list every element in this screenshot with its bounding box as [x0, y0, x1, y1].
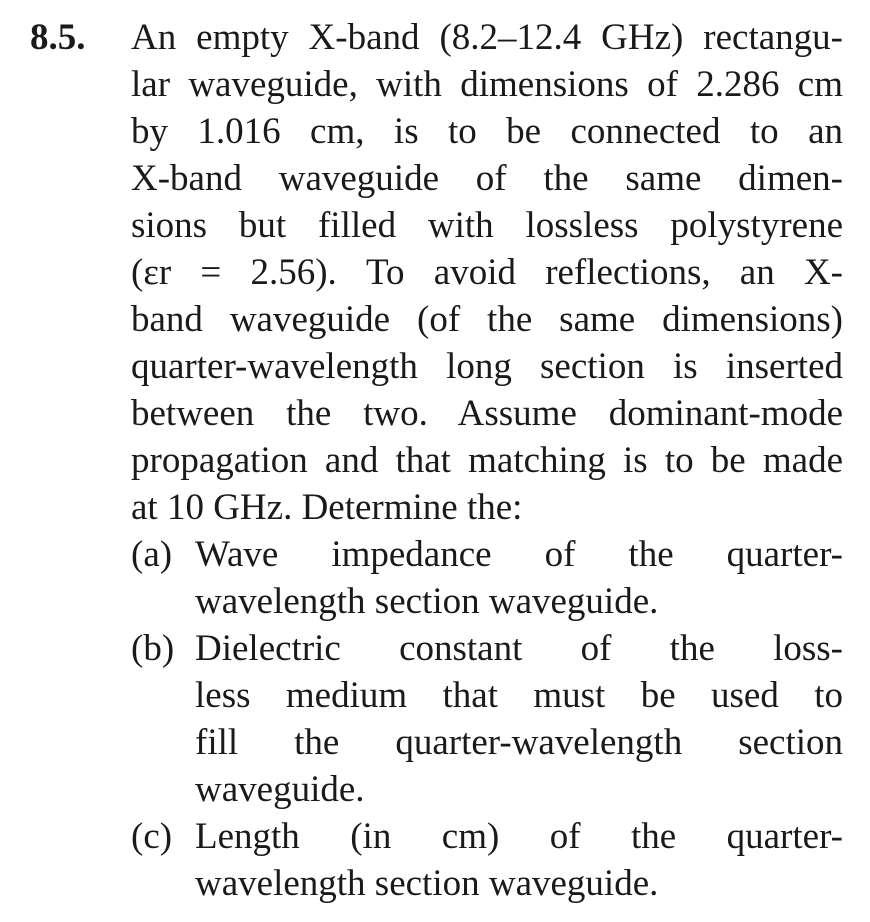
- part-b-line: [131, 672, 843, 719]
- statement-line: An empty X-band (8.2–12.4 GHz) rectangu-: [131, 17, 843, 58]
- part-text: Dielectric constant of the loss-: [195, 628, 843, 669]
- statement-line: sions but filled with lossless polystyrene: [131, 205, 843, 246]
- part-c: [131, 813, 843, 860]
- statement-line: between the two. Assume dominant-mode: [131, 393, 843, 434]
- part-text: wavelength section waveguide.: [195, 581, 659, 622]
- statement-line: at 10 GHz. Determine the:: [131, 487, 523, 528]
- part-text: Length (in cm) of the quarter-: [195, 816, 843, 857]
- problem-statement: [131, 14, 843, 907]
- statement-line: X-band waveguide of the same dimen-: [131, 158, 843, 199]
- part-label: (a): [131, 534, 173, 575]
- statement-line: propagation and that matching is to be made: [131, 440, 843, 481]
- part-b-line: [131, 719, 843, 766]
- statement-line: band waveguide (of the same dimensions): [131, 299, 843, 340]
- statement-line: quarter-wavelength long section is inserted: [131, 346, 843, 387]
- part-text: wavelength section waveguide.: [195, 863, 659, 904]
- part-text: waveguide.: [195, 769, 365, 810]
- part-text: Wave impedance of the quarter-: [195, 534, 843, 575]
- part-a: [131, 531, 843, 578]
- statement-line: by 1.016 cm, is to be connected to an: [131, 111, 843, 152]
- part-label: (b): [131, 628, 175, 669]
- problem-number: 8.5.: [30, 17, 86, 58]
- part-text: fill the quarter-wavelength section: [195, 722, 843, 763]
- statement-line: (εr = 2.56). To avoid reflections, an X-: [131, 252, 843, 293]
- part-b: [131, 625, 843, 672]
- part-label: (c): [131, 816, 173, 857]
- part-text: less medium that must be used to: [195, 675, 843, 716]
- statement-line: lar waveguide, with dimensions of 2.286 cm: [131, 64, 843, 105]
